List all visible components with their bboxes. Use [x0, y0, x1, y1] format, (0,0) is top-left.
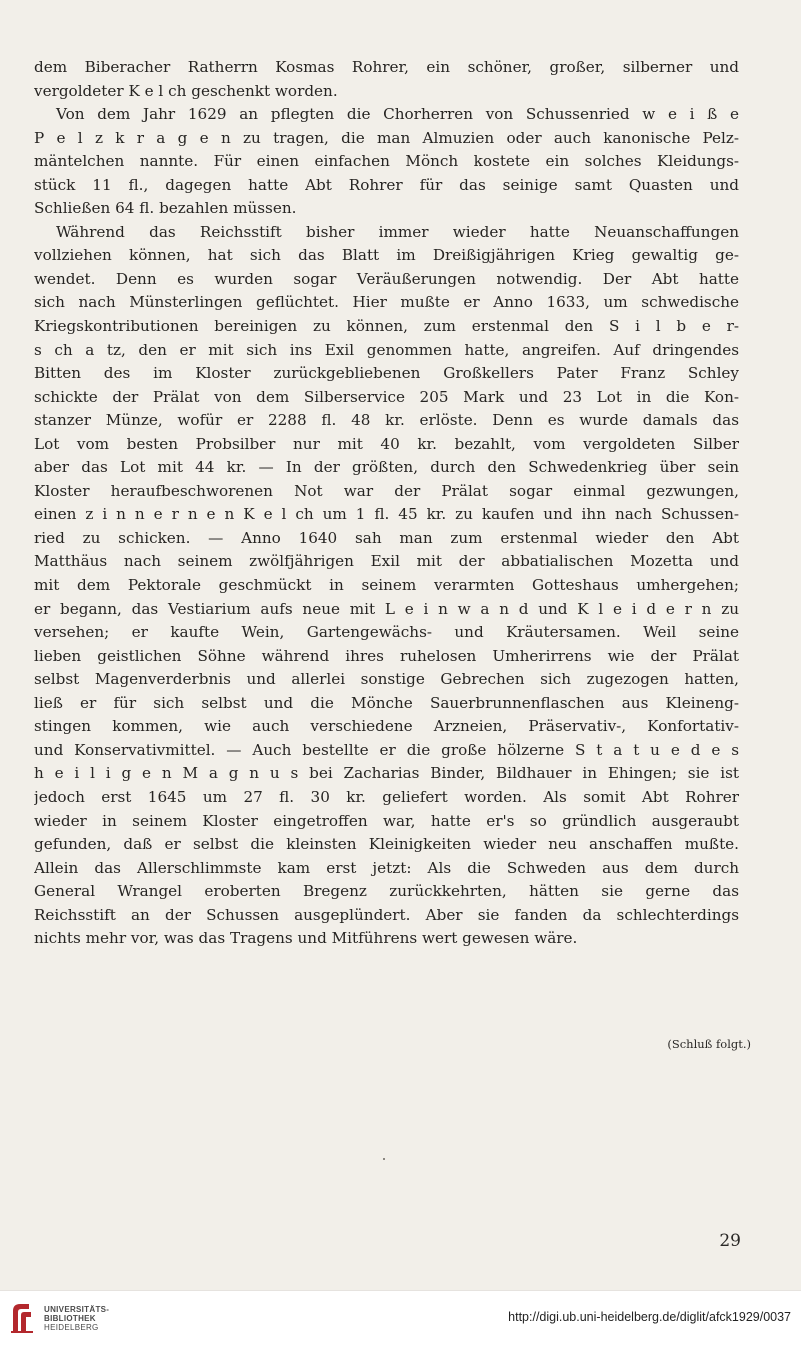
text-line: Lot vom besten Probsilber nur mit 40 kr. bezahlt, vom vergoldeten Silber [34, 434, 739, 453]
text-line: stanzer Münze, wofür er 2288 fl. 48 kr. erlöste. Denn es wurde damals das [34, 411, 739, 430]
library-name-line3: HEIDELBERG [44, 1323, 99, 1332]
text-line: ließ er für sich selbst und die Mönche Sauerbrunnenflaschen aus Kleineng- [34, 693, 739, 712]
text-line: er begann, das Vestiarium aufs neue mit L e i n w a n d und K l e i d e r n zu [34, 599, 739, 618]
text-line: und Konservativmittel. — Auch bestellte er die große hölzerne S t a t u e d e s [34, 740, 739, 759]
text-line: stück 11 fl., dagegen hatte Abt Rohrer für das seinige samt Quasten und [34, 175, 739, 194]
text-line: Matthäus nach seinem zwölfjährigen Exil mit der abbatialischen Mozetta und [34, 552, 739, 571]
page-number: 29 [719, 1231, 741, 1251]
text-line: wendet. Denn es wurden sogar Veräußerungen notwendig. Der Abt hatte [34, 269, 739, 288]
text-line: stingen kommen, wie auch verschiedene Arzneien, Präservativ-, Konfortativ- [34, 717, 739, 736]
text-line: s ch a tz, den er mit sich ins Exil genommen hatte, angreifen. Auf dringendes [34, 340, 739, 359]
text-line: P e l z k r a g e n zu tragen, die man Almuzien oder auch kanonische Pelz- [34, 128, 739, 147]
university-logo-icon [9, 1301, 35, 1335]
library-name-line1: UNIVERSITÄTS- [44, 1305, 110, 1314]
text-line: mäntelchen nannte. Für einen einfachen Mönch kostete ein solches Kleidungs- [34, 152, 739, 171]
text-line: Von dem Jahr 1629 an pflegten die Chorherren von Schussenried w e i ß e [56, 105, 739, 124]
text-line: Bitten des im Kloster zurückgebliebenen Großkellers Pater Franz Schley [34, 364, 739, 383]
speck [383, 1158, 385, 1160]
text-line: Schließen 64 fl. bezahlen müssen. [34, 199, 297, 218]
source-url[interactable]: http://digi.ub.uni-heidelberg.de/diglit/afck1929/0037 [508, 1310, 791, 1324]
text-line: aber das Lot mit 44 kr. — In der größten, durch den Schwedenkrieg über sein [34, 458, 739, 477]
text-line: h e i l i g e n M a g n u s bei Zacharias Binder, Bildhauer in Ehingen; sie ist [34, 764, 739, 783]
continued-note: (Schluß folgt.) [667, 1037, 751, 1051]
text-line: Während das Reichsstift bisher immer wieder hatte Neuanschaffungen [56, 222, 739, 241]
text-line: Kriegskontributionen bereinigen zu können, zum erstenmal den S i l b e r- [34, 317, 739, 336]
text-line: lieben geistlichen Söhne während ihres ruhelosen Umherirrens wie der Prälat [34, 646, 739, 665]
text-line: sich nach Münsterlingen geflüchtet. Hier mußte er Anno 1633, um schwedische [34, 293, 739, 312]
text-line: General Wrangel eroberten Bregenz zurückkehrten, hätten sie gerne das [34, 882, 739, 901]
text-line: versehen; er kaufte Wein, Gartengewächs- und Kräutersamen. Weil seine [34, 623, 739, 642]
text-line: vergoldeter K e l ch geschenkt worden. [34, 81, 338, 100]
text-line: gefunden, daß er selbst die kleinsten Kleinigkeiten wieder neu anschaffen mußte. [34, 835, 739, 854]
footer-bar [0, 1290, 801, 1349]
text-line: vollziehen können, hat sich das Blatt im Dreißigjährigen Krieg gewaltig ge- [34, 246, 739, 265]
text-line: Allein das Allerschlimmste kam erst jetzt: Als die Schweden aus dem durch [34, 858, 739, 877]
text-line: Kloster heraufbeschworenen Not war der Prälat sogar einmal gezwungen, [34, 481, 739, 500]
body-text [34, 56, 739, 951]
library-name [44, 1305, 109, 1332]
text-line: jedoch erst 1645 um 27 fl. 30 kr. geliefert worden. Als somit Abt Rohrer [34, 787, 739, 806]
text-line: einen z i n n e r n e n K e l ch um 1 fl. 45 kr. zu kaufen und ihn nach Schussen- [34, 505, 739, 524]
text-line: schickte der Prälat von dem Silberservice 205 Mark und 23 Lot in die Kon- [34, 387, 739, 406]
text-line: ried zu schicken. — Anno 1640 sah man zum erstenmal wieder den Abt [34, 528, 739, 547]
text-line: dem Biberacher Ratherrn Kosmas Rohrer, ein schöner, großer, silberner und [34, 58, 739, 76]
text-line: wieder in seinem Kloster eingetroffen war, hatte er's so gründlich ausgeraubt [34, 811, 739, 830]
library-name-line2: BIBLIOTHEK [44, 1314, 96, 1323]
text-line: mit dem Pektorale geschmückt in seinem verarmten Gotteshaus umhergehen; [34, 576, 739, 595]
text-line: nichts mehr vor, was das Tragens und Mitführens wert gewesen wäre. [34, 929, 578, 948]
text-line: selbst Magenverderbnis und allerlei sonstige Gebrechen sich zugezogen hatten, [34, 670, 739, 689]
text-line: Reichsstift an der Schussen ausgeplündert. Aber sie fanden da schlechterdings [34, 905, 739, 924]
